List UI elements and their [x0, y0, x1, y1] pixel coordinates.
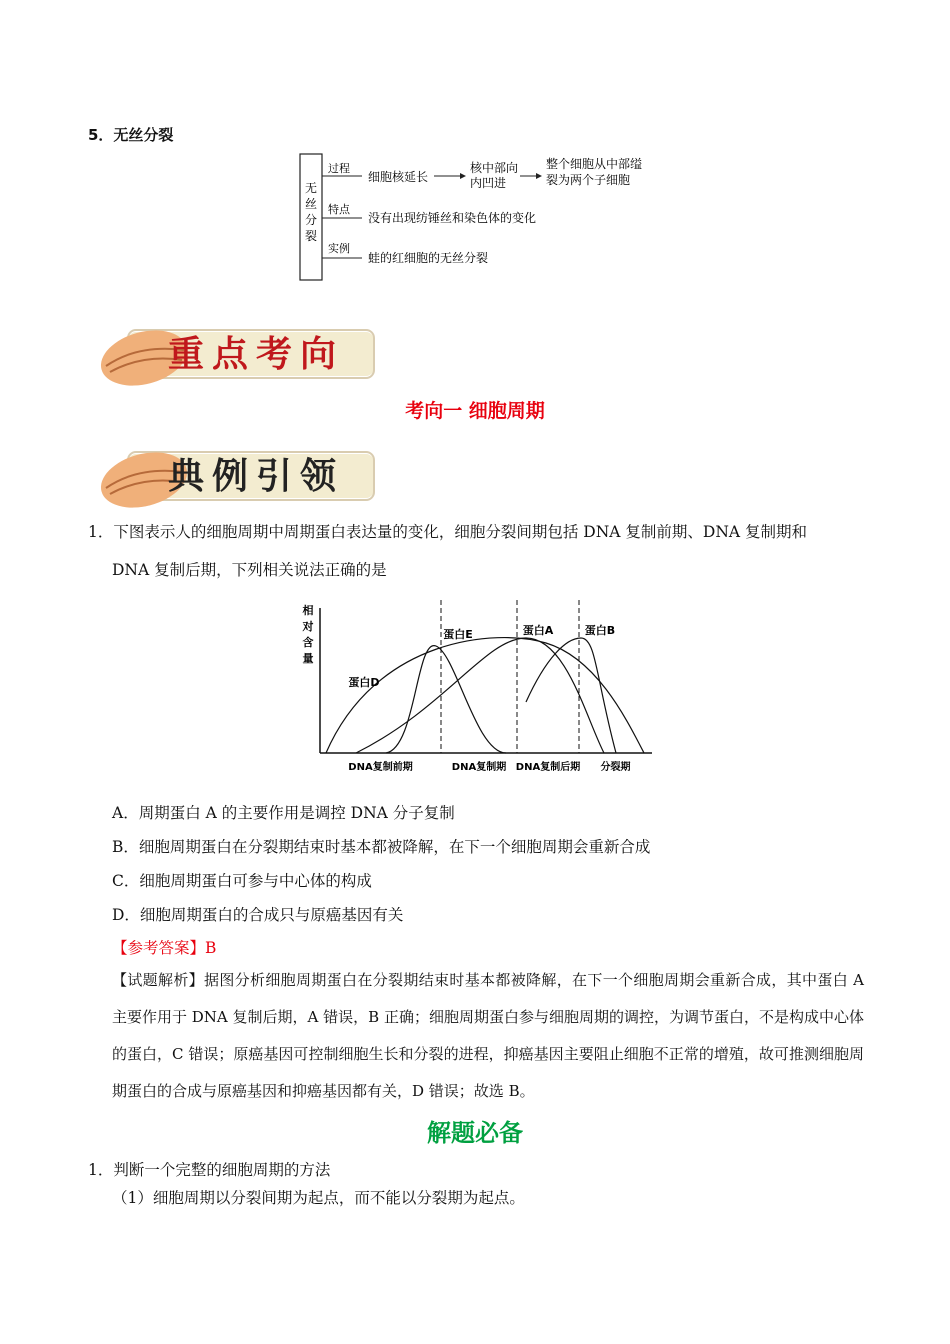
option-b[interactable]: B．细胞周期蛋白在分裂期结束时基本都被降解，在下一个细胞周期会重新合成 — [112, 838, 651, 856]
amitosis-diagram — [296, 152, 666, 284]
cyclin-chart — [296, 598, 666, 778]
y-axis-label-char: 量 — [302, 652, 314, 665]
diagram-root-char-1: 无 — [304, 181, 318, 195]
explanation: 【试题解析】据图分析细胞周期蛋白在分裂期结束时基本都被降解，在下一个细胞周期会重新合成，其中蛋白 A 主要作用于 DNA 复制后期，A 错误，B 正确；细胞周期蛋白参与细胞周期的调控，为调节蛋白，不是构成中心体的蛋白，C 错误；原癌基因可控制细胞生长和分裂的进程，抑癌基因主要阻止细胞不正常的增殖，故可推测细胞周期蛋白的合成与原癌基因和抑癌基因都有关，D 错误；故选 B。 — [112, 971, 864, 1100]
process-step-3a: 整个细胞从中部缢 — [546, 157, 643, 171]
solution-heading: 解题必备 — [427, 1119, 523, 1147]
topic-heading: 考向一 细胞周期 — [405, 400, 545, 422]
series-label: 蛋白A — [522, 624, 554, 637]
question-line-2: DNA 复制后期，下列相关说法正确的是 — [112, 561, 387, 579]
diagram-root-char-2: 丝 — [304, 197, 318, 211]
diagram-root-char-4: 裂 — [304, 229, 318, 243]
y-axis-label-char: 相 — [302, 604, 314, 617]
option-d[interactable]: D．细胞周期蛋白的合成只与原癌基因有关 — [112, 906, 404, 924]
arrow-icon — [460, 173, 466, 179]
y-axis-label-char: 含 — [302, 636, 314, 649]
process-step-1: 细胞核延长 — [368, 170, 429, 184]
banner-key-topics — [88, 314, 378, 388]
series-label: 蛋白E — [443, 628, 473, 641]
phase-label: DNA复制期 — [451, 762, 507, 773]
banner-title: 典例引领 — [168, 455, 345, 497]
banner-title: 重点考向 — [168, 333, 345, 375]
reference-answer: 【参考答案】B — [112, 939, 217, 957]
arrow-icon — [536, 173, 542, 179]
tip-item-1: 1．判断一个完整的细胞周期的方法 — [88, 1161, 331, 1179]
phase-label: DNA复制前期 — [348, 762, 413, 773]
example-label: 实例 — [328, 242, 350, 255]
process-step-2b: 内凹进 — [470, 176, 507, 190]
series-label: 蛋白B — [584, 624, 616, 637]
feature-text: 没有出现纺锤丝和染色体的变化 — [368, 211, 537, 225]
example-text: 蛙的红细胞的无丝分裂 — [368, 251, 489, 265]
series-curve — [386, 646, 506, 753]
process-step-2a: 核中部向 — [470, 161, 519, 175]
banner-examples — [88, 436, 378, 510]
series-curve — [356, 638, 604, 753]
question-line-1: 1．下图表示人的细胞周期中周期蛋白表达量的变化，细胞分裂间期包括 DNA 复制前期、DNA 复制期和 — [88, 523, 808, 541]
option-a[interactable]: A．周期蛋白 A 的主要作用是调控 DNA 分子复制 — [112, 804, 455, 822]
phase-label: 分裂期 — [600, 762, 631, 773]
diagram-root-char-3: 分 — [304, 213, 318, 227]
tip-item-2: （1）细胞周期以分裂间期为起点，而不能以分裂期为起点。 — [112, 1189, 525, 1207]
series-label: 蛋白D — [348, 676, 380, 689]
y-axis-label-char: 对 — [302, 620, 314, 633]
process-step-3b: 裂为两个子细胞 — [546, 173, 631, 187]
feature-label: 特点 — [328, 203, 350, 216]
option-c[interactable]: C．细胞周期蛋白可参与中心体的构成 — [112, 872, 372, 890]
phase-label: DNA复制后期 — [515, 762, 581, 773]
section-title: 5．无丝分裂 — [88, 126, 174, 144]
process-label: 过程 — [328, 162, 350, 175]
